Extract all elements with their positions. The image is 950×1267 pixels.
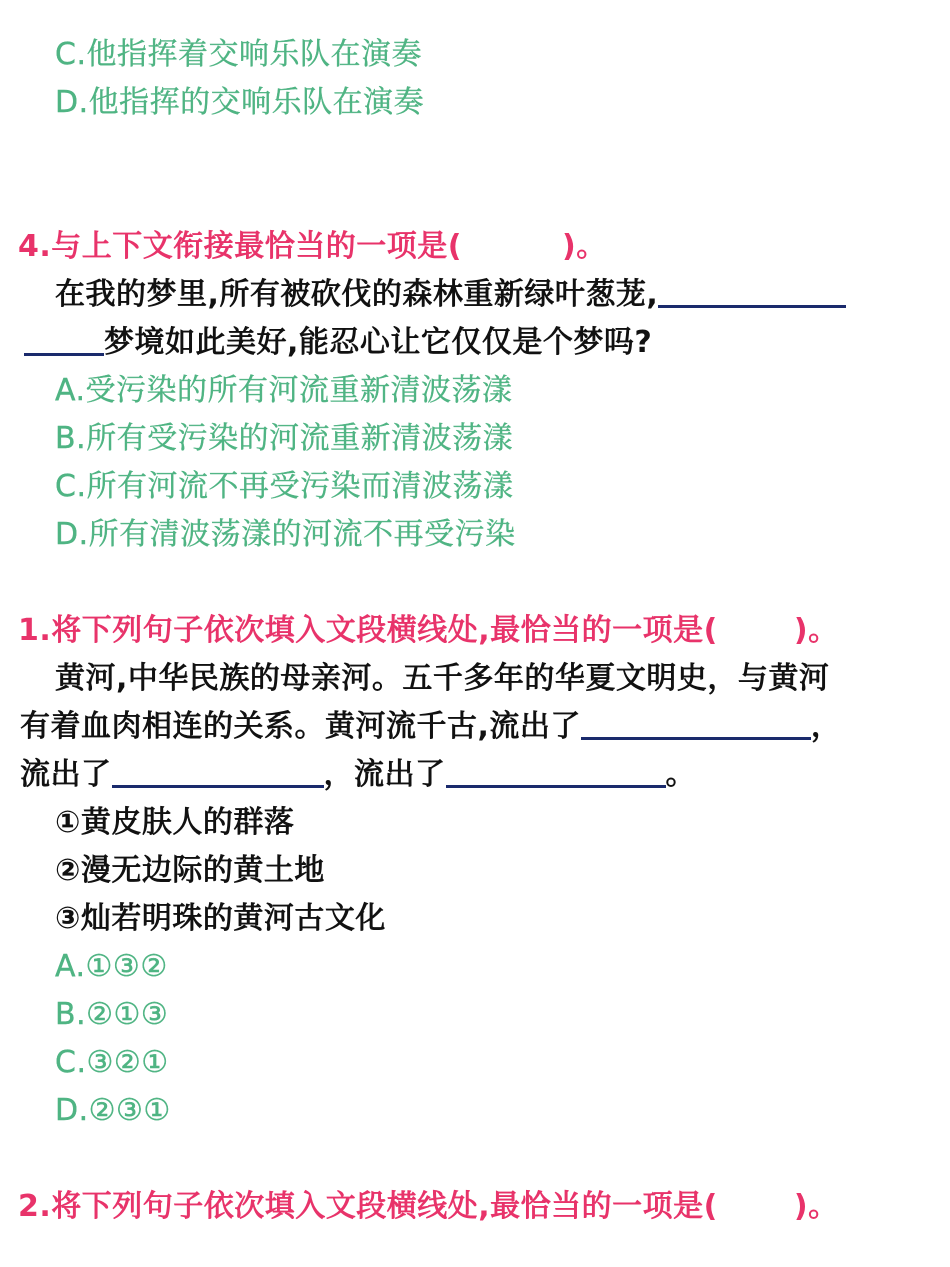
q1-stem [18, 611, 839, 651]
q1-item-2: ②漫无边际的黄土地 [55, 853, 325, 888]
q1-passage-text2: 有着血肉相连的关系。黄河流千古,流出了 [20, 709, 581, 744]
fill-blank [581, 709, 811, 740]
q1-passage-period: 。 [665, 757, 696, 792]
q1-item-1: ①黄皮肤人的群落 [55, 805, 295, 840]
q4-option-c: C.所有河流不再受污染而清波荡漾 [55, 469, 514, 504]
q1-passage-line1: 黄河,中华民族的母亲河。五千多年的华夏文明史，与黄河 [55, 661, 830, 696]
q3-option-b: C.他指挥着交响乐队在演奏 [55, 37, 422, 72]
q4-option-b: B.所有受污染的河流重新清波荡漾 [55, 421, 514, 456]
q1-option-a: A.①③② [55, 949, 168, 984]
q1-passage-text3b: ，流出了 [323, 757, 446, 792]
q1-option-b: B.②①③ [55, 997, 169, 1032]
q1-option-d: D.②③① [55, 1093, 171, 1128]
fill-blank [446, 757, 666, 788]
q1-option-c: C.③②① [55, 1045, 169, 1080]
q4-stem-text: 4.与上下文衔接最恰当的一项是( [18, 229, 462, 264]
q1-stem-text: 1.将下列句子依次填入文段横线处,最恰当的一项是( [18, 613, 718, 648]
fill-blank [658, 277, 846, 308]
q1-passage-comma: ， [810, 709, 842, 744]
q4-option-d: D.所有清波荡漾的河流不再受污染 [55, 517, 516, 552]
q1-passage-line2 [20, 707, 841, 747]
q1-passage-line3 [20, 755, 696, 795]
q2-stem-text: 2.将下列句子依次填入文段横线处,最恰当的一项是( [18, 1189, 718, 1224]
q4-passage-text1: 在我的梦里,所有被砍伐的森林重新绿叶葱茏, [55, 277, 659, 312]
q1-item-3: ③灿若明珠的黄河古文化 [55, 901, 386, 936]
q2-stem-end: )。 [793, 1189, 839, 1224]
q1-stem-end: )。 [793, 613, 839, 648]
fill-blank [112, 757, 324, 788]
fill-blank [24, 325, 104, 356]
q4-passage-text2: 梦境如此美好,能忍心让它仅仅是个梦吗? [104, 325, 653, 360]
q4-stem-end: )。 [561, 229, 607, 264]
q4-option-a: A.受污染的所有河流重新清波荡漾 [55, 373, 513, 408]
q1-passage-text3a: 流出了 [20, 757, 112, 792]
q4-stem [18, 227, 607, 267]
q3-option-c: D.他指挥的交响乐队在演奏 [55, 85, 425, 120]
q4-passage-line1 [55, 275, 846, 315]
q4-passage-line2 [24, 323, 652, 363]
q2-stem [18, 1187, 839, 1227]
